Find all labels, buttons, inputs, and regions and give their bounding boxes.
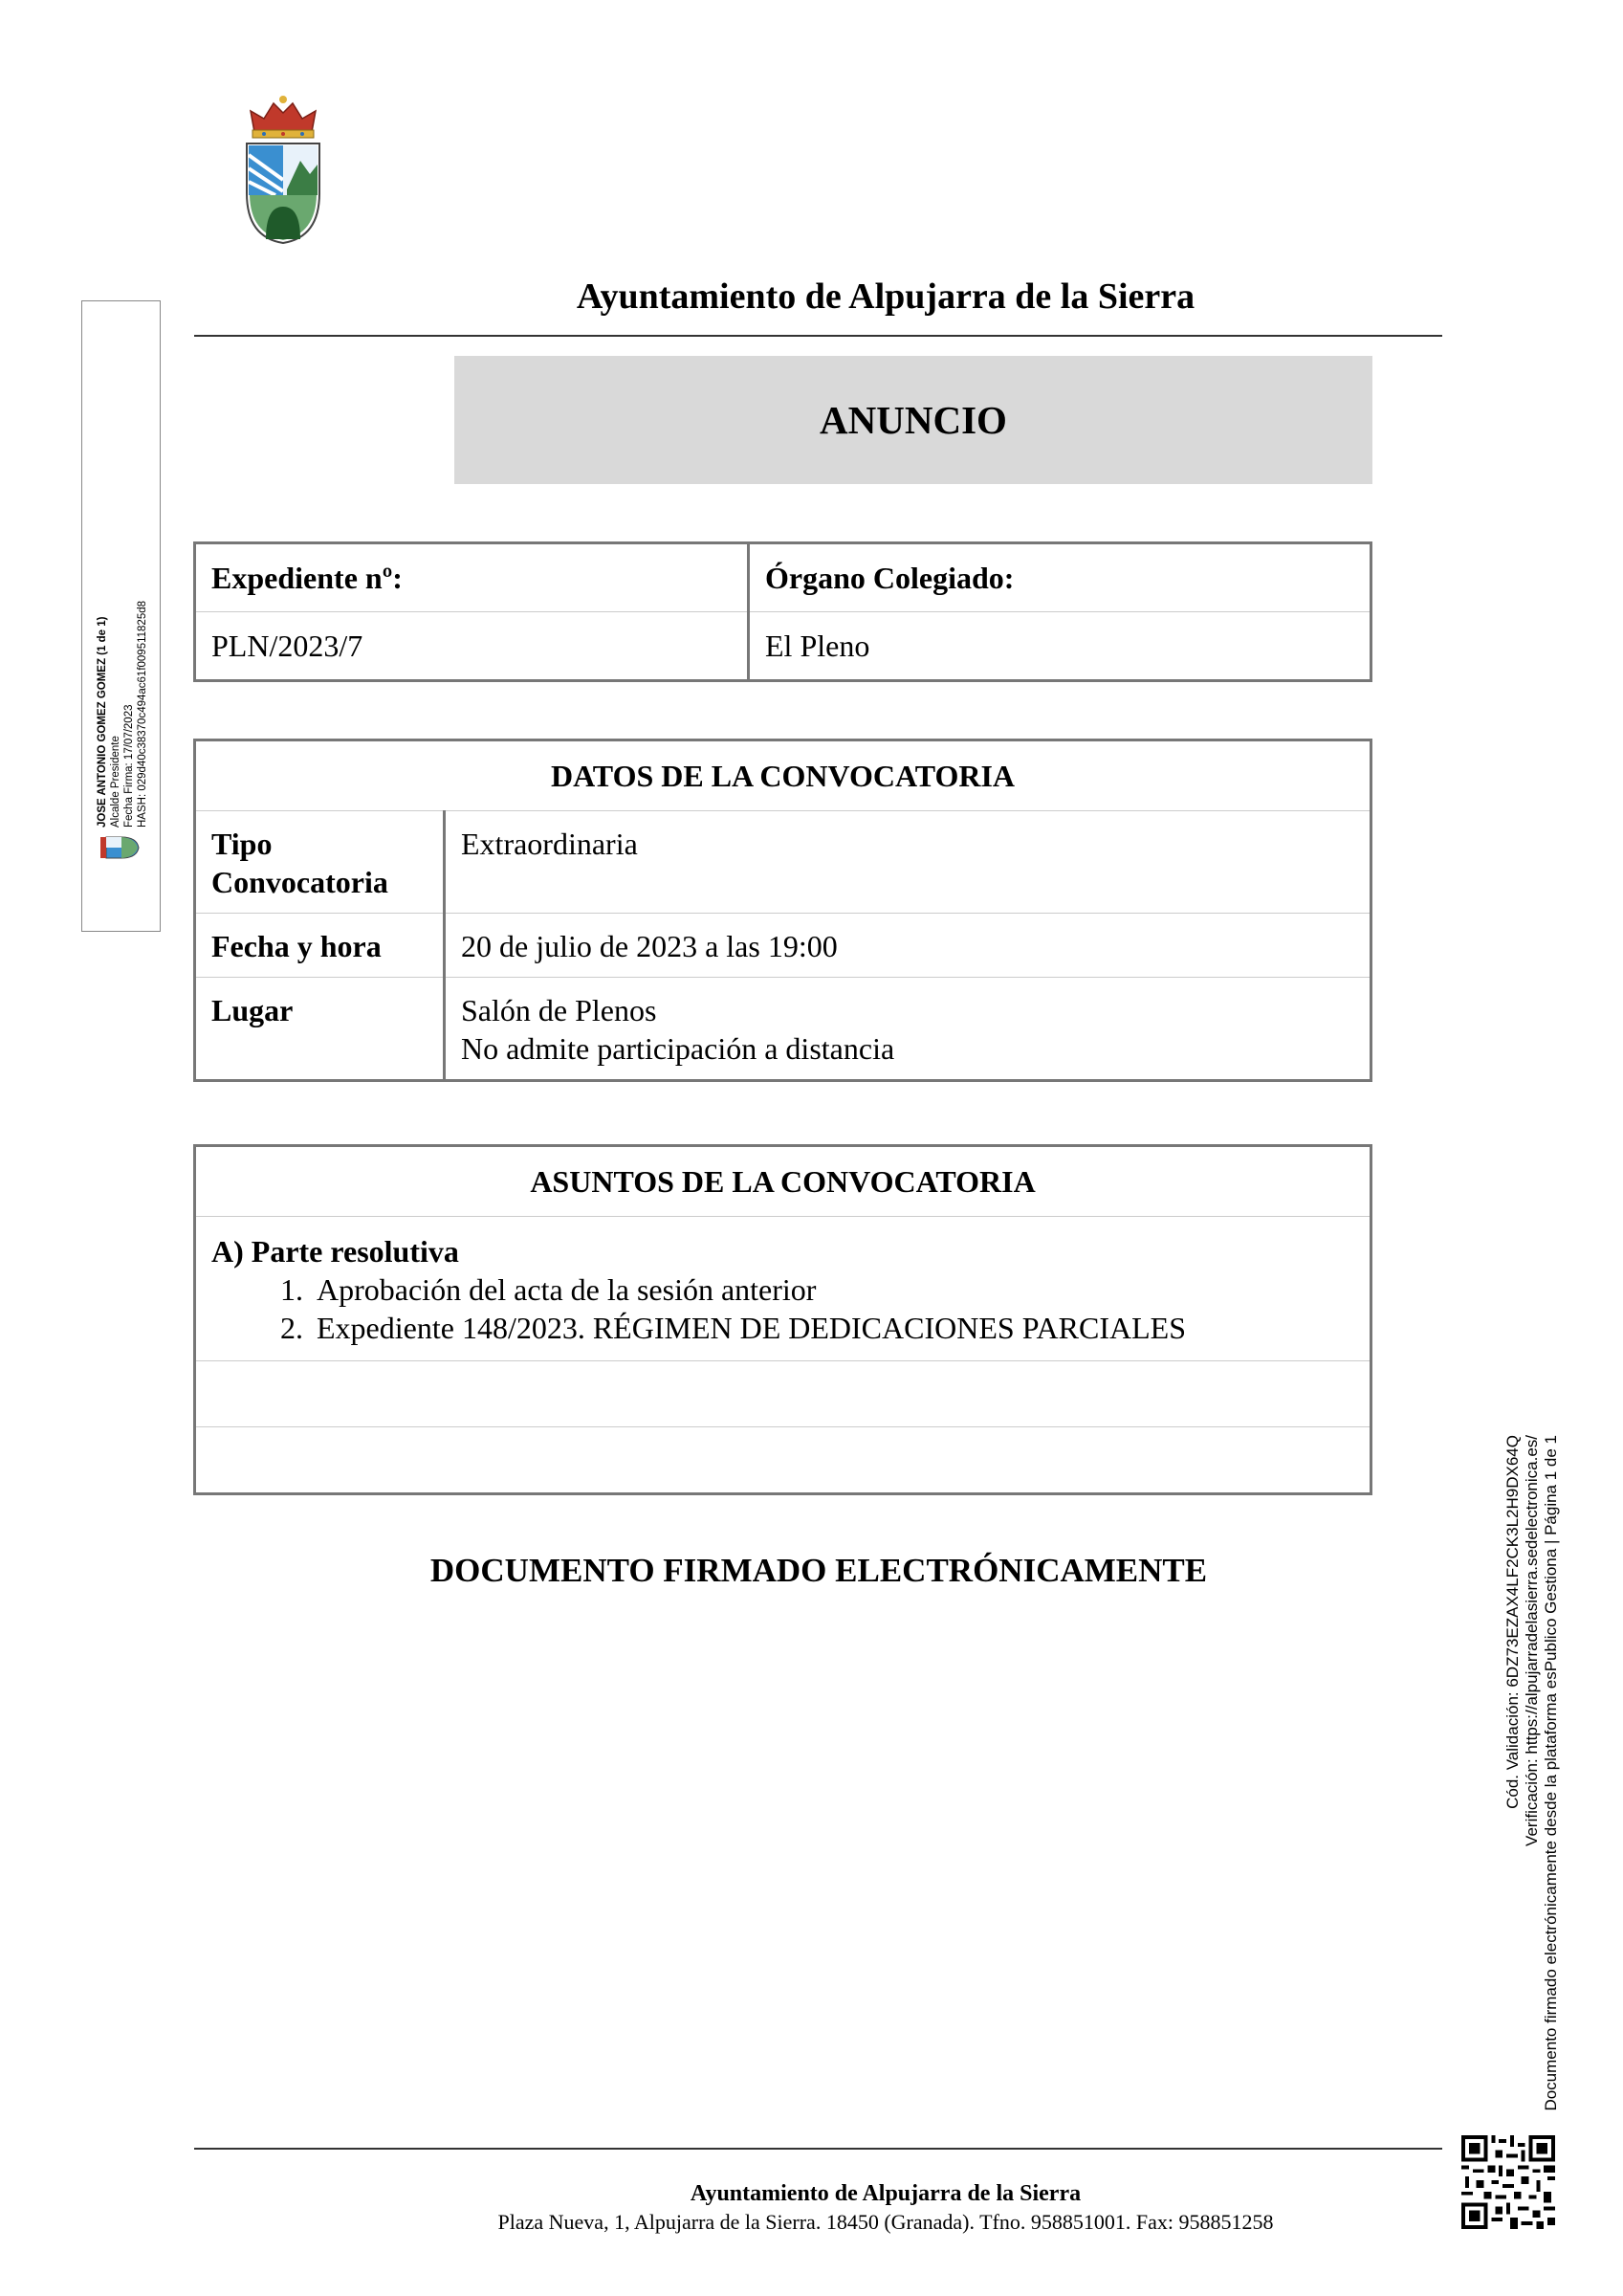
table-row <box>195 811 1371 914</box>
table-row <box>195 978 1371 1081</box>
organo-label: Órgano Colegiado: <box>749 543 1371 612</box>
organo-value: El Pleno <box>765 629 870 663</box>
asuntos-list <box>211 1270 1370 1347</box>
signer-name: JOSE ANTONIO GOMEZ GOMEZ (1 de 1) <box>97 616 108 828</box>
validation-platform: Documento firmado electrónicamente desde la plataforma esPublico Gestiona | Página 1 de 1 <box>1542 1435 1560 2111</box>
header-divider <box>194 335 1442 337</box>
announcement-banner <box>454 356 1372 484</box>
list-item: 1. Aprobación del acta de la sesión anterior <box>311 1270 1370 1309</box>
asuntos-section-title: A) Parte resolutiva <box>211 1234 459 1269</box>
expediente-table <box>193 541 1372 682</box>
table-row <box>195 1427 1371 1494</box>
row-value <box>445 914 1371 978</box>
signed-notice: DOCUMENTO FIRMADO ELECTRÓNICAMENTE <box>429 1552 1208 1589</box>
table-row <box>195 1361 1371 1427</box>
datos-title: DATOS DE LA CONVOCATORIA <box>195 740 1371 811</box>
row-value-line: Extraordinaria <box>461 827 638 861</box>
signature-text-block <box>90 311 147 828</box>
table-row <box>195 543 1371 612</box>
expediente-label: Expediente nº: <box>195 543 749 612</box>
datos-convocatoria-table <box>193 739 1372 1082</box>
validation-lines <box>1503 1435 1561 2124</box>
signer-role: Alcalde Presidente <box>110 736 121 828</box>
empty-cell <box>195 1361 1371 1427</box>
expediente-value: PLN/2023/7 <box>195 612 749 681</box>
validation-text-block <box>1503 1435 1561 2124</box>
empty-cell <box>195 1427 1371 1494</box>
row-label-line: Convocatoria <box>211 865 388 899</box>
signature-date: Fecha Firma: 17/07/2023 <box>123 704 135 828</box>
header-title: Ayuntamiento de Alpujarra de la Sierra <box>576 276 1195 317</box>
row-value <box>445 811 1371 914</box>
row-value-line: No admite participación a distancia <box>461 1031 895 1066</box>
asuntos-content <box>195 1217 1371 1361</box>
row-label <box>195 914 445 978</box>
footer-divider <box>194 2148 1442 2150</box>
qr-code-icon <box>1461 2135 1555 2229</box>
asuntos-title: ASUNTOS DE LA CONVOCATORIA <box>195 1146 1371 1217</box>
row-label-line: Fecha y hora <box>211 929 382 963</box>
row-value-line: 20 de julio de 2023 a las 19:00 <box>461 929 838 963</box>
row-label-line: Lugar <box>211 993 294 1027</box>
footer-name: Ayuntamiento de Alpujarra de la Sierra <box>690 2181 1082 2206</box>
table-header-row <box>195 1146 1371 1217</box>
validation-url: Verificación: https://alpujarradelasierra.sedelectronica.es/ <box>1523 1435 1541 1846</box>
table-row <box>195 1217 1371 1361</box>
table-row <box>195 612 1371 681</box>
signature-crest-icon <box>94 825 161 871</box>
signature-lines <box>96 311 149 828</box>
announcement-title: ANUNCIO <box>820 398 1007 442</box>
validation-code: Cód. Validación: 6DZ73EZAX4LF2CK3L2H9DX64Q <box>1503 1435 1522 1809</box>
row-value <box>445 978 1371 1081</box>
row-label-line: Tipo <box>211 827 273 861</box>
footer-address: Plaza Nueva, 1, Alpujarra de la Sierra. 18450 (Granada). Tfno. 958851001. Fax: 958851258 <box>497 2210 1274 2234</box>
signature-hash: HASH: 029d40c38370c494ac61f009511825d8 <box>137 600 148 828</box>
asuntos-convocatoria-table <box>193 1144 1372 1495</box>
row-label <box>195 978 445 1081</box>
list-item: 2. Expediente 148/2023. RÉGIMEN DE DEDICACIONES PARCIALES <box>311 1309 1370 1347</box>
table-header-row <box>195 740 1371 811</box>
table-row <box>195 914 1371 978</box>
municipal-crest-logo <box>237 94 329 245</box>
row-value-line: Salón de Plenos <box>461 993 657 1027</box>
row-label <box>195 811 445 914</box>
